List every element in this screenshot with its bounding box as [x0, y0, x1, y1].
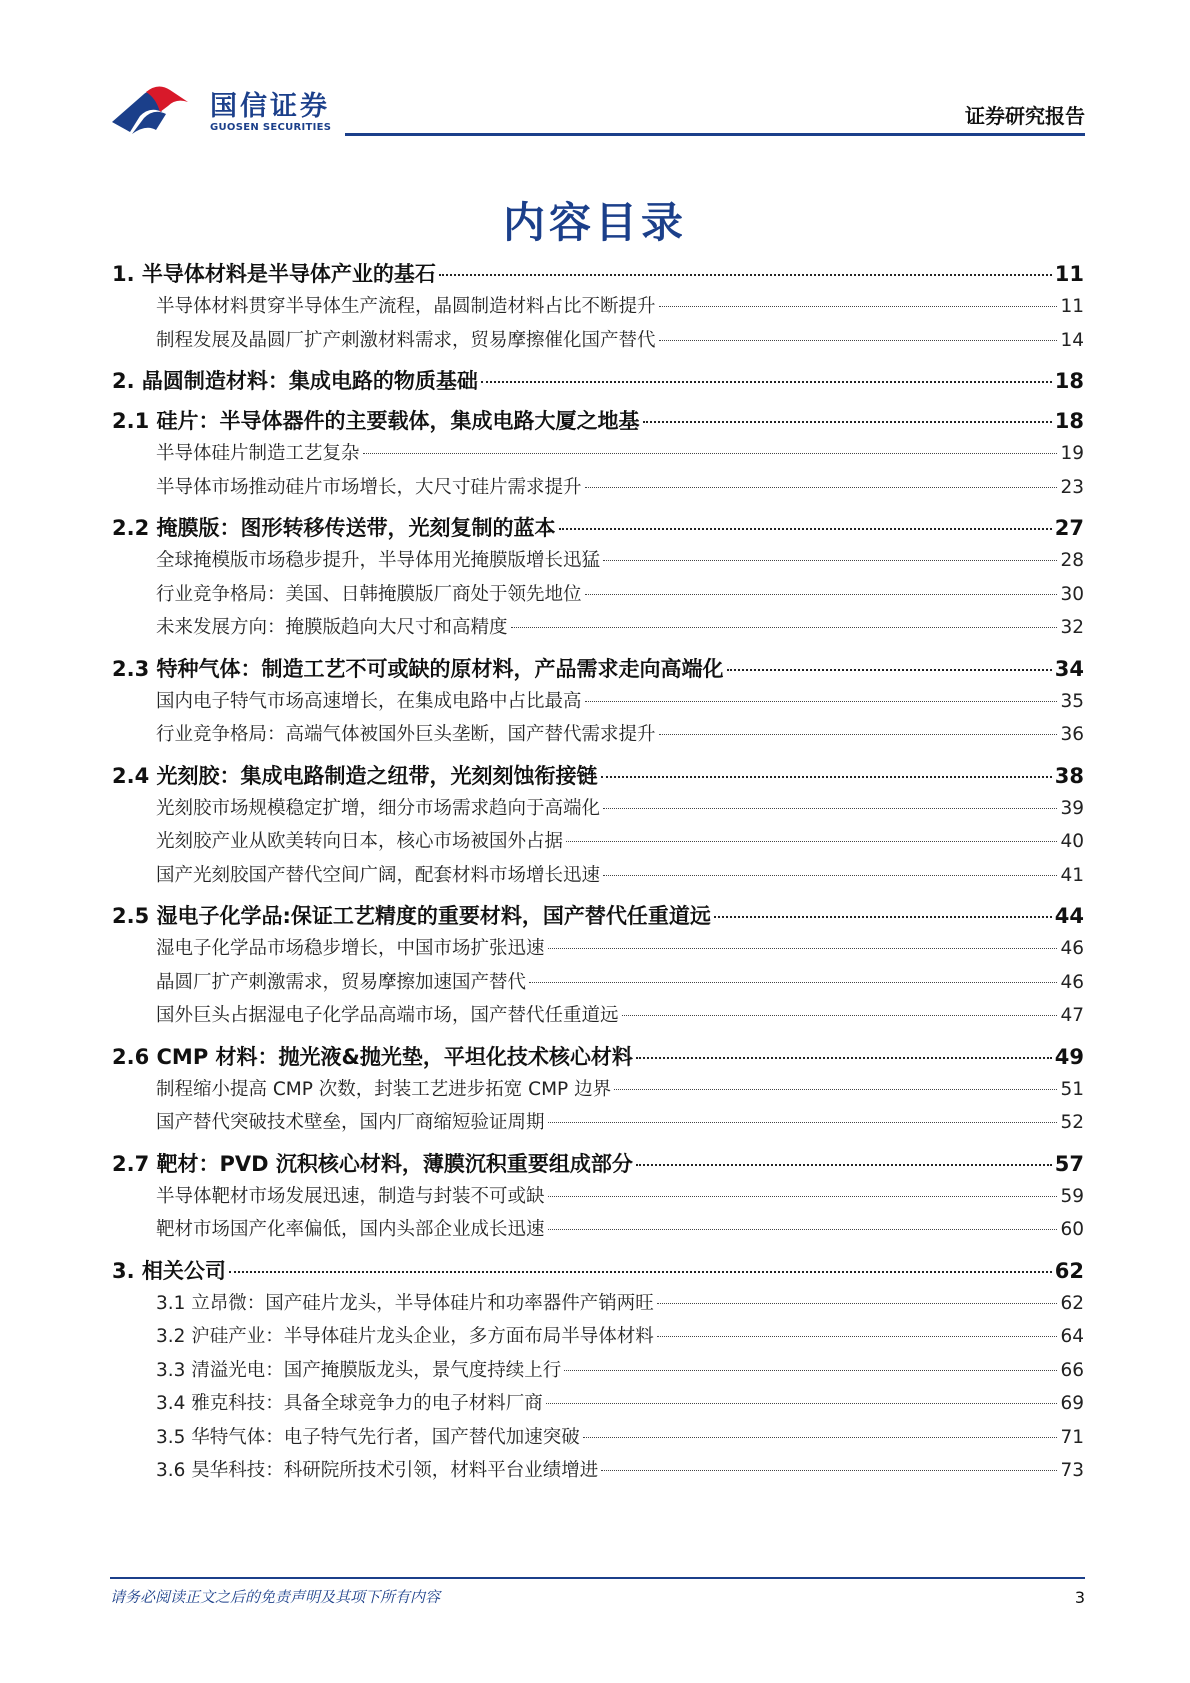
toc-subsection-entry[interactable] [112, 1075, 1084, 1109]
toc-subsection-entry[interactable] [112, 1001, 1084, 1035]
toc-subsection-entry[interactable] [112, 934, 1084, 968]
toc-subsection-entry[interactable] [112, 1289, 1084, 1323]
toc-entry-page: 23 [1060, 476, 1084, 498]
toc-entry-page: 27 [1054, 516, 1084, 540]
toc-entry-page: 66 [1060, 1359, 1084, 1381]
toc-subsection-entry[interactable] [112, 1389, 1084, 1423]
toc-subsection-entry[interactable] [112, 1108, 1084, 1142]
toc-entry-title: 3.1 立昂微：国产硅片龙头，半导体硅片和功率器件产销两旺 [156, 1292, 654, 1314]
toc-entry-title: 行业竞争格局：美国、日韩掩膜版厂商处于领先地位 [156, 583, 582, 605]
toc-entry-page: 69 [1060, 1393, 1084, 1414]
toc-dot-leader [564, 1370, 1057, 1371]
toc-dot-leader [546, 1403, 1058, 1404]
toc-dot-leader [585, 594, 1058, 595]
toc-entry-page: 30 [1060, 583, 1084, 605]
footer-divider [110, 1577, 1085, 1579]
toc-entry-title: 全球掩模版市场稳步提升，半导体用光掩膜版增长迅猛 [156, 550, 601, 571]
toc-entry-title: 国产光刻胶国产替代空间广阔，配套材料市场增长迅速 [156, 864, 601, 886]
toc-dot-leader [603, 560, 1057, 561]
toc-dot-leader [559, 528, 1052, 530]
toc-entry-title: 3.2 沪硅产业：半导体硅片龙头企业，多方面布局半导体材料 [156, 1326, 654, 1347]
page-header [110, 78, 1085, 138]
toc-entry-page: 62 [1054, 1258, 1084, 1283]
toc-entry-page: 46 [1060, 938, 1084, 959]
toc-entry-title: 3.5 华特气体：电子特气先行者，国产替代加速突破 [156, 1426, 580, 1448]
toc-entry-page: 36 [1060, 724, 1084, 745]
toc-entry-page: 59 [1060, 1185, 1084, 1207]
toc-dot-leader [585, 701, 1058, 702]
toc-entry-page: 11 [1054, 262, 1084, 286]
toc-subsection-entry[interactable] [112, 720, 1084, 754]
footer-disclaimer: 请务必阅读正文之后的免责声明及其项下所有内容 [110, 1588, 441, 1606]
toc-subsection-entry[interactable] [112, 326, 1084, 360]
toc-dot-leader [363, 453, 1058, 454]
toc-entry-title: 1. 半导体材料是半导体产业的基石 [112, 262, 436, 286]
toc-subsection-entry[interactable] [112, 861, 1084, 895]
toc-subsection-entry[interactable] [112, 794, 1084, 828]
toc-subsection-entry[interactable] [112, 439, 1084, 473]
toc-dot-leader [727, 669, 1052, 671]
toc-entry-title: 2.1 硅片：半导体器件的主要载体，集成电路大厦之地基 [112, 409, 640, 433]
toc-entry-page: 41 [1060, 864, 1084, 886]
toc-entry-page: 18 [1054, 369, 1084, 393]
toc-entry-title: 光刻胶产业从欧美转向日本，核心市场被国外占据 [156, 831, 564, 852]
toc-entry-page: 71 [1060, 1426, 1084, 1448]
toc-subsection-entry[interactable] [112, 1423, 1084, 1457]
guosen-logo-icon [110, 82, 192, 142]
toc-entry-page: 52 [1060, 1112, 1084, 1133]
toc-entry-page: 46 [1060, 971, 1084, 993]
toc-entry-title: 半导体材料贯穿半导体生产流程，晶圆制造材料占比不断提升 [156, 296, 656, 317]
toc-dot-leader [657, 1303, 1058, 1304]
toc-subsection-entry[interactable] [112, 687, 1084, 721]
toc-dot-leader [622, 1015, 1058, 1016]
toc-entry-title: 半导体靶材市场发展迅速，制造与封装不可或缺 [156, 1185, 545, 1207]
toc-entry-title: 2. 晶圆制造材料：集成电路的物质基础 [112, 369, 478, 393]
toc-dot-leader [659, 306, 1058, 307]
toc-dot-leader [511, 627, 1058, 628]
toc-subsection-entry[interactable] [112, 613, 1084, 647]
toc-entry-page: 38 [1054, 763, 1084, 788]
toc-entry-page: 62 [1060, 1292, 1084, 1314]
toc-dot-leader [529, 982, 1057, 983]
toc-entry-page: 35 [1060, 690, 1084, 712]
toc-subsection-entry[interactable] [112, 1322, 1084, 1356]
toc-entry-title: 行业竞争格局：高端气体被国外巨头垄断，国产替代需求提升 [156, 724, 656, 745]
toc-dot-leader [714, 916, 1052, 918]
toc-entry-page: 34 [1054, 656, 1084, 681]
toc-entry-title: 3.3 清溢光电：国产掩膜版龙头，景气度持续上行 [156, 1359, 562, 1381]
toc-dot-leader [614, 1089, 1057, 1090]
header-divider [345, 133, 1085, 136]
toc-dot-leader [566, 841, 1057, 842]
toc-entry-title: 晶圆厂扩产刺激需求，贸易摩擦加速国产替代 [156, 971, 527, 993]
toc-entry-page: 73 [1060, 1460, 1084, 1481]
toc-subsection-entry[interactable] [112, 1356, 1084, 1390]
toc-entry-title: 3.4 雅克科技：具备全球竞争力的电子材料厂商 [156, 1393, 543, 1414]
toc-section-entry[interactable] [112, 760, 1084, 794]
toc-section-entry[interactable] [112, 1041, 1084, 1075]
toc-entry-page: 28 [1060, 550, 1084, 571]
toc-section-entry[interactable] [112, 653, 1084, 687]
toc-dot-leader [603, 875, 1057, 876]
toc-dot-leader [659, 340, 1058, 341]
toc-subsection-entry[interactable] [112, 473, 1084, 507]
toc-subsection-entry[interactable] [112, 580, 1084, 614]
toc-section-entry[interactable] [112, 900, 1084, 934]
toc-entry-page: 18 [1054, 409, 1084, 433]
logo-chinese-name: 国信证券 [210, 91, 330, 122]
toc-dot-leader [583, 1437, 1058, 1438]
toc-entry-page: 11 [1060, 296, 1084, 317]
toc-entry-title: 未来发展方向：掩膜版趋向大尺寸和高精度 [156, 617, 508, 638]
page-number: 3 [1074, 1588, 1085, 1607]
toc-entry-page: 44 [1054, 904, 1084, 928]
toc-entry-title: 湿电子化学品市场稳步增长，中国市场扩张迅速 [156, 938, 545, 959]
toc-entry-title: 3.6 昊华科技：科研院所技术引领，材料平台业绩增进 [156, 1460, 599, 1481]
toc-entry-title: 制程缩小提高 CMP 次数，封装工艺进步拓宽 CMP 边界 [156, 1078, 612, 1100]
toc-entry-title: 半导体市场推动硅片市场增长，大尺寸硅片需求提升 [156, 476, 582, 498]
toc-entry-page: 40 [1060, 831, 1084, 852]
toc-title: 内容目录 [502, 198, 687, 247]
toc-dot-leader [548, 948, 1058, 949]
toc-entry-page: 14 [1060, 329, 1084, 351]
toc-dot-leader [636, 1057, 1052, 1059]
toc-entry-title: 靶材市场国产化率偏低，国内头部企业成长迅速 [156, 1219, 545, 1240]
report-type-label: 证券研究报告 [965, 104, 1085, 128]
toc-entry-page: 64 [1060, 1326, 1084, 1347]
toc-dot-leader [657, 1336, 1058, 1337]
logo-english-name: GUOSEN SECURITIES [210, 122, 332, 133]
toc-dot-leader [636, 1164, 1052, 1166]
toc-entry-page: 49 [1054, 1044, 1084, 1069]
toc-entry-page: 19 [1060, 443, 1084, 464]
toc-section-entry[interactable] [112, 1148, 1084, 1182]
toc-entry-title: 国外巨头占据湿电子化学品高端市场，国产替代任重道远 [156, 1005, 619, 1026]
toc-section-entry[interactable] [112, 1255, 1084, 1289]
toc-entry-page: 32 [1060, 617, 1084, 638]
toc-entry-page: 57 [1054, 1151, 1084, 1176]
toc-entry-title: 3. 相关公司 [112, 1258, 226, 1283]
toc-dot-leader [601, 1470, 1057, 1471]
toc-entry-title: 2.7 靶材：PVD 沉积核心材料，薄膜沉积重要组成部分 [112, 1151, 633, 1176]
toc-dot-leader [548, 1229, 1058, 1230]
toc-dot-leader [439, 274, 1052, 276]
table-of-contents [112, 252, 1084, 1490]
toc-entry-page: 60 [1060, 1219, 1084, 1240]
toc-dot-leader [585, 487, 1058, 488]
toc-entry-title: 光刻胶市场规模稳定扩增，细分市场需求趋向于高端化 [156, 797, 601, 819]
toc-subsection-entry[interactable] [112, 827, 1084, 861]
toc-entry-title: 国内电子特气市场高速增长，在集成电路中占比最高 [156, 690, 582, 712]
toc-entry-title: 2.3 特种气体：制造工艺不可或缺的原材料，产品需求走向高端化 [112, 656, 724, 681]
toc-dot-leader [548, 1122, 1058, 1123]
toc-entry-title: 国产替代突破技术壁垒，国内厂商缩短验证周期 [156, 1112, 545, 1133]
toc-dot-leader [601, 776, 1052, 778]
toc-subsection-entry[interactable] [112, 546, 1084, 580]
toc-subsection-entry[interactable] [112, 1456, 1084, 1490]
toc-section-entry[interactable] [112, 365, 1084, 399]
toc-dot-leader [548, 1196, 1058, 1197]
toc-dot-leader [481, 381, 1052, 383]
toc-subsection-entry[interactable] [112, 292, 1084, 326]
toc-entry-page: 39 [1060, 797, 1084, 819]
toc-subsection-entry[interactable] [112, 1215, 1084, 1249]
toc-entry-title: 2.6 CMP 材料：抛光液&抛光垫，平坦化技术核心材料 [112, 1044, 633, 1069]
toc-entry-title: 半导体硅片制造工艺复杂 [156, 443, 360, 464]
toc-entry-page: 47 [1060, 1005, 1084, 1026]
toc-entry-title: 2.4 光刻胶：集成电路制造之纽带，光刻刻蚀衔接链 [112, 763, 598, 788]
toc-subsection-entry[interactable] [112, 1182, 1084, 1216]
toc-section-entry[interactable] [112, 512, 1084, 546]
toc-entry-title: 制程发展及晶圆厂扩产刺激材料需求，贸易摩擦催化国产替代 [156, 329, 656, 351]
toc-section-entry[interactable] [112, 405, 1084, 439]
toc-dot-leader [643, 421, 1052, 423]
toc-entry-title: 2.5 湿电子化学品:保证工艺精度的重要材料，国产替代任重道远 [112, 904, 711, 928]
toc-dot-leader [229, 1271, 1052, 1273]
toc-subsection-entry[interactable] [112, 968, 1084, 1002]
toc-entry-page: 51 [1060, 1078, 1084, 1100]
toc-dot-leader [603, 808, 1057, 809]
toc-dot-leader [659, 734, 1058, 735]
toc-section-entry[interactable] [112, 258, 1084, 292]
toc-entry-title: 2.2 掩膜版：图形转移传送带，光刻复制的蓝本 [112, 516, 556, 540]
